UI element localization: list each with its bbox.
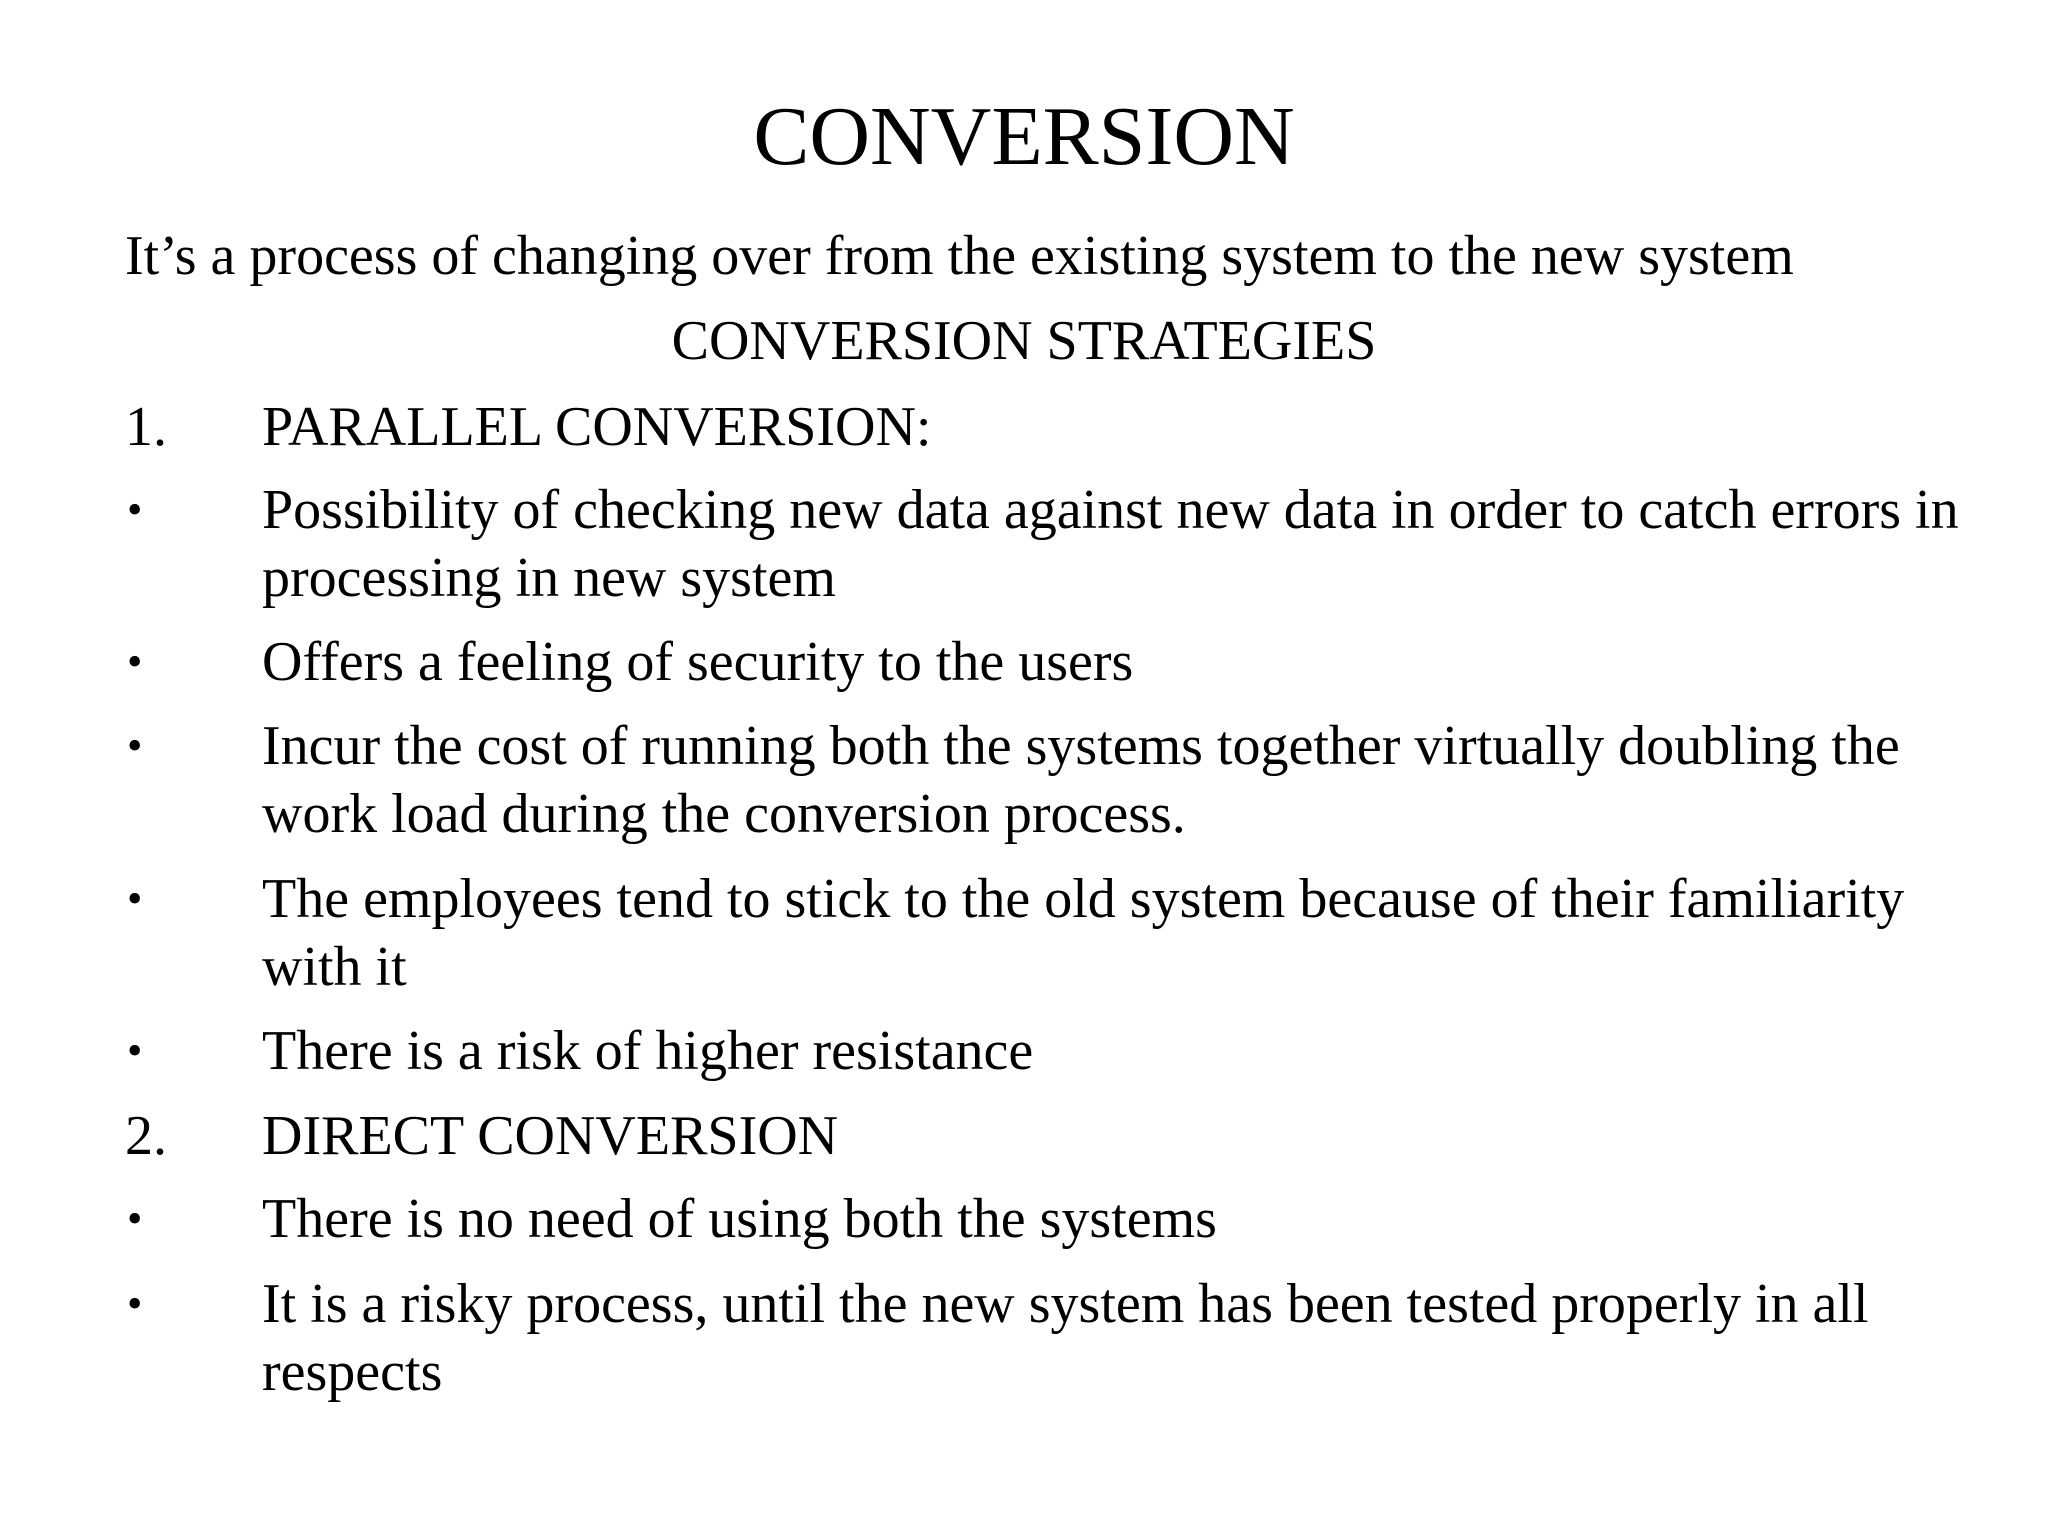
list-item-text: Offers a feeling of security to the users bbox=[262, 631, 1134, 693]
list-item-text: There is no need of using both the systems bbox=[262, 1188, 1217, 1250]
number-marker: 2. bbox=[125, 1105, 167, 1167]
list-item-text: There is a risk of higher resistance bbox=[262, 1020, 1034, 1082]
bullet-icon: • bbox=[127, 1194, 143, 1243]
bullet-icon: • bbox=[127, 721, 143, 770]
section-subtitle: CONVERSION STRATEGIES bbox=[671, 310, 1377, 372]
number-marker: 1. bbox=[125, 396, 167, 458]
list-item-text: PARALLEL CONVERSION: bbox=[262, 396, 932, 458]
list-item-text: It is a risky process, until the new system has been tested properly in all respects bbox=[262, 1273, 1869, 1403]
intro-text: It’s a process of changing over from the existing system to the new system bbox=[125, 225, 1794, 287]
bullet-icon: • bbox=[127, 1026, 143, 1075]
bullet-icon: • bbox=[127, 874, 143, 923]
list-item-text: Possibility of checking new data against new data in order to catch errors in processing in new system bbox=[262, 479, 1959, 609]
bullet-icon: • bbox=[127, 485, 143, 534]
list-item-text: Incur the cost of running both the systems together virtually doubling the work load during the conversion process. bbox=[262, 715, 1900, 845]
list-item-text: DIRECT CONVERSION bbox=[262, 1105, 839, 1167]
bullet-icon: • bbox=[127, 637, 143, 686]
slide-title: CONVERSION bbox=[753, 90, 1295, 183]
bullet-icon: • bbox=[127, 1279, 143, 1328]
list-item-text: The employees tend to stick to the old system because of their familiarity with it bbox=[262, 868, 1905, 998]
